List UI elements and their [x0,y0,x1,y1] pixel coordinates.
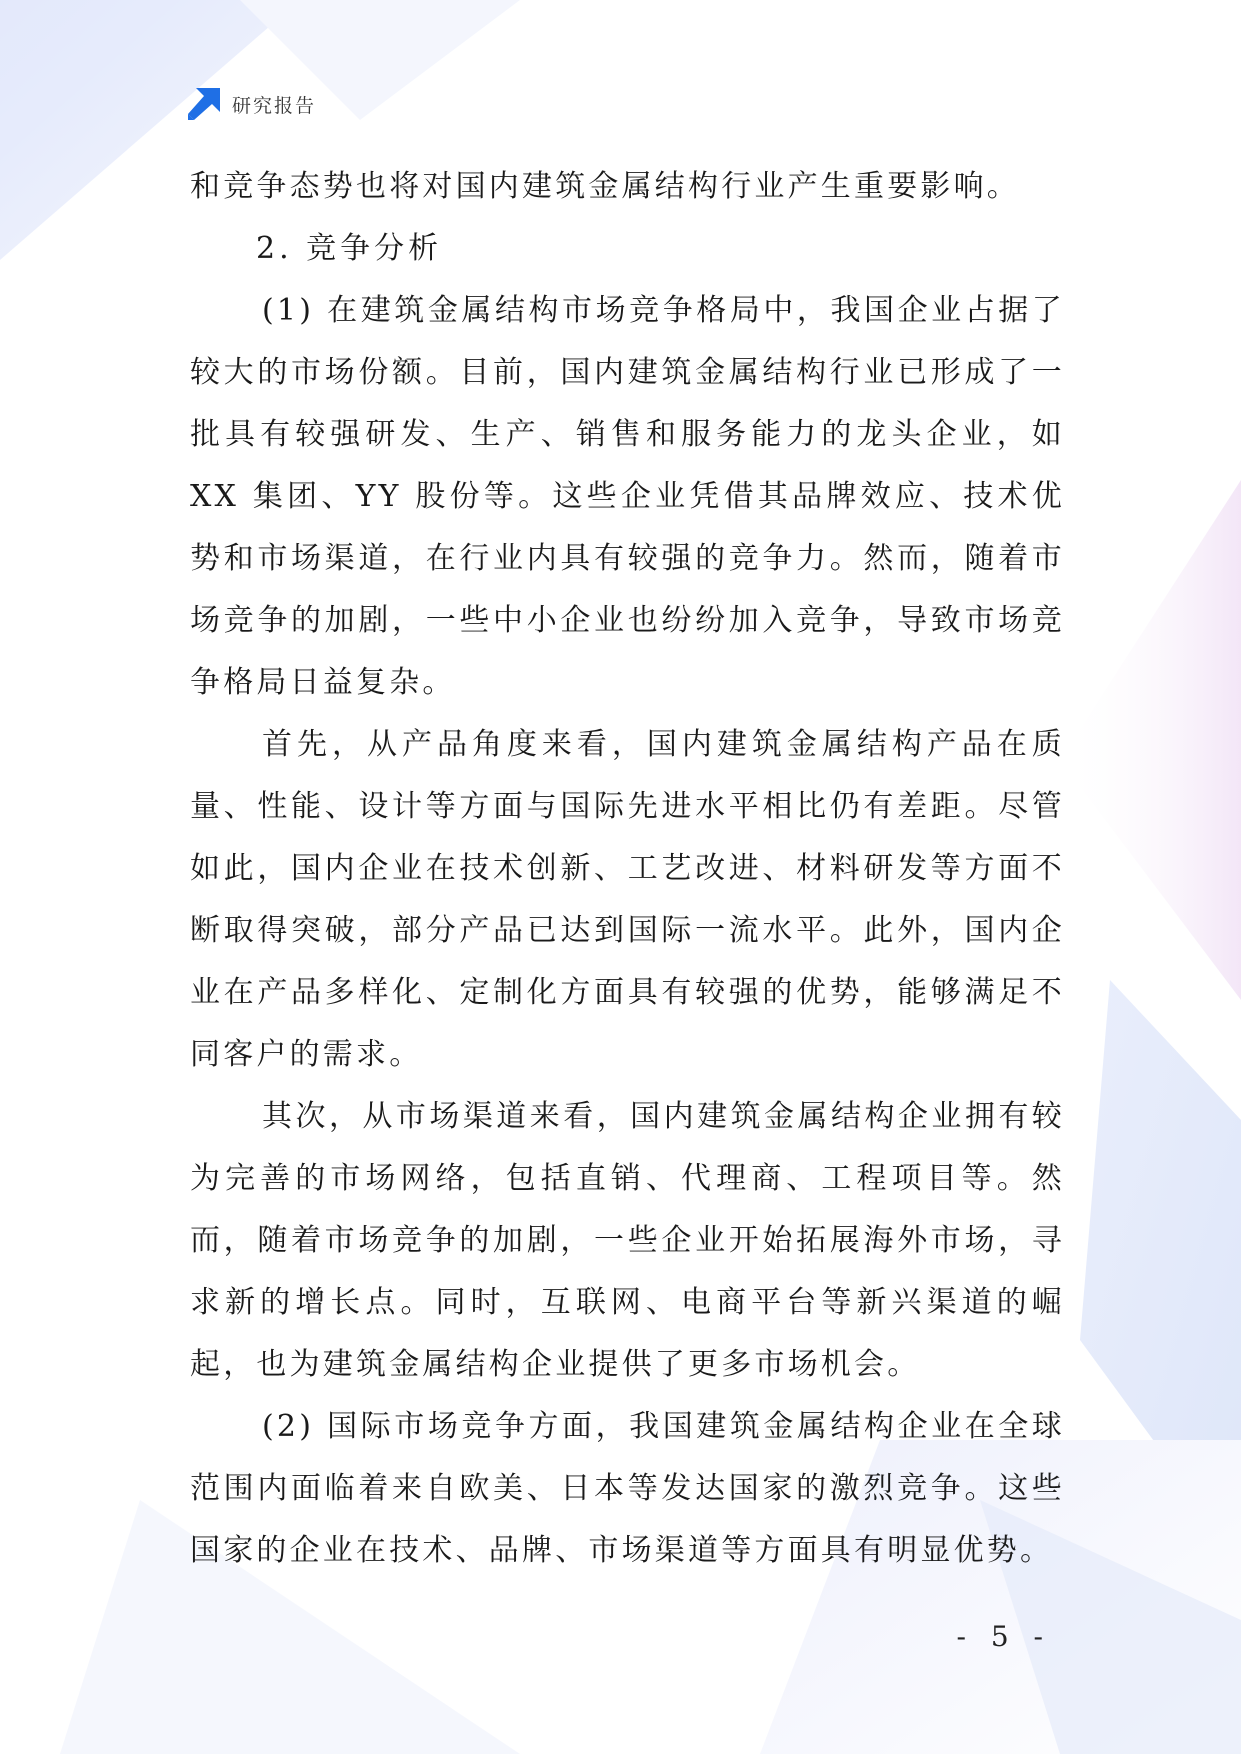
report-header [188,88,316,120]
paragraph-international-competition: (2) 国际市场竞争方面，我国建筑金属结构企业在全球范围内面临着来自欧美、日本等发达国家的激烈竞争。这些国家的企业在技术、品牌、市场渠道等方面具有明显优势。 [190,1409,1065,1568]
page-number: - 5 - [956,1620,1051,1653]
document-body [190,156,1065,1582]
paragraph-market-channel: 其次，从市场渠道来看，国内建筑金属结构企业拥有较为完善的市场网络，包括直销、代理商、工程项目等。然而，随着市场竞争的加剧，一些企业开始拓展海外市场，寻求新的增长点。同时，互联网、电商平台等新兴渠道的崛起，也为建筑金属结构企业提供了更多市场机会。 [190,1099,1065,1382]
paragraph-domestic-competition: (1) 在建筑金属结构市场竞争格局中，我国企业占据了较大的市场份额。目前，国内建筑金属结构行业已形成了一批具有较强研发、生产、销售和服务能力的龙头企业，如 XX 集团、YY 股份等。这些企业凭借其品牌效应、技术优势和市场渠道，在行业内具有较强的竞争力。然而，随着市场竞争的加剧，一些中小企业也纷纷加入竞争，导致市场竞争格局日益复杂。 [190,293,1065,700]
section-heading: 2. 竞争分析 [256,231,443,266]
header-title: 研究报告 [232,94,317,117]
paragraph-product-angle: 首先，从产品角度来看，国内建筑金属结构产品在质量、性能、设计等方面与国际先进水平相比仍有差距。尽管如此，国内企业在技术创新、工艺改进、材料研发等方面不断取得突破，部分产品已达到国际一流水平。此外，国内企业在产品多样化、定制化方面具有较强的优势，能够满足不同客户的需求。 [190,727,1065,1072]
paragraph-continuation: 和竞争态势也将对国内建筑金属结构行业产生重要影响。 [190,169,1020,204]
arrow-up-right-icon [188,88,220,120]
